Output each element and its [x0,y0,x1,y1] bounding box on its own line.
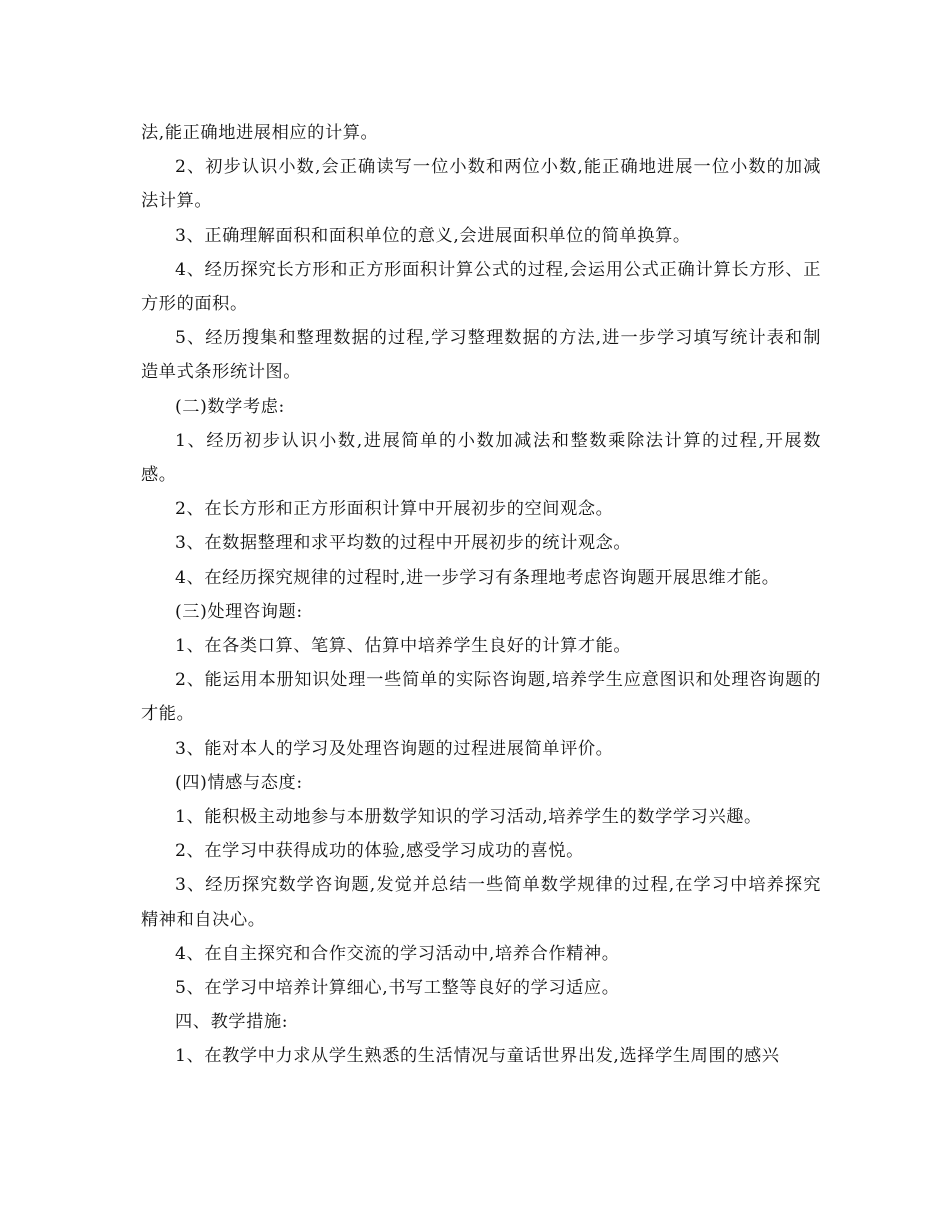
paragraph-emotion-item-5: 5、在学习中培养计算细心,书写工整等良好的学习适应。 [175,978,620,999]
paragraph-emotion-item-2: 2、在学习中获得成功的体验,感受学习成功的喜悦。 [175,841,584,862]
section-heading-problem-solving: (三)处理咨询题: [175,601,303,622]
document-body [141,116,821,1074]
paragraph-measures-item-1: 1、在教学中力求从学生熟悉的生活情况与童话世界出发,选择学生周围的感兴 [175,1046,780,1067]
paragraph-emotion-item-4: 4、在自主探究和合作交流的学习活动中,培养合作精神。 [175,943,620,964]
paragraph-thinking-item-3: 3、在数据整理和求平均数的过程中开展初步的统计观念。 [175,533,632,554]
section-heading-math-thinking: (二)数学考虑: [175,396,285,417]
paragraph-continuation: 法,能正确地进展相应的计算。 [141,123,379,143]
paragraph-emotion-item-1: 1、能积极主动地参与本册数学知识的学习活动,培养学生的数学学习兴趣。 [175,807,762,828]
section-heading-teaching-measures: 四、教学措施: [175,1012,289,1033]
paragraph-problem-item-2: 2、能运用本册知识处理一些简单的实际咨询题,培养学生应意图识和处理咨询题的才能。 [141,670,821,725]
paragraph-knowledge-item-3: 3、正确理解面积和面积单位的意义,会进展面积单位的简单换算。 [175,225,691,246]
paragraph-thinking-item-1: 1、经历初步认识小数,进展简单的小数加减法和整数乘除法计算的过程,开展数感。 [141,430,821,486]
paragraph-thinking-item-2: 2、在长方形和正方形面积计算中开展初步的空间观念。 [175,499,614,520]
paragraph-problem-item-3: 3、能对本人的学习及处理咨询题的过程进展简单评价。 [175,738,614,759]
paragraph-emotion-item-3: 3、经历探究数学咨询题,发觉并总结一些简单数学规律的过程,在学习中培养探究精神和自决心。 [141,875,821,930]
section-heading-emotion-attitude: (四)情感与态度: [175,772,303,793]
paragraph-knowledge-item-4: 4、经历探究长方形和正方形面积计算公式的过程,会运用公式正确计算长方形、正方形的面积。 [141,259,821,315]
paragraph-problem-item-1: 1、在各类口算、笔算、估算中培养学生良好的计算才能。 [175,636,632,657]
paragraph-knowledge-item-5: 5、经历搜集和整理数据的过程,学习整理数据的方法,进一步学习填写统计表和制造单式条形统计图。 [141,328,821,383]
paragraph-thinking-item-4: 4、在经历探究规律的过程时,进一步学习有条理地考虑咨询题开展思维才能。 [175,567,780,588]
paragraph-knowledge-item-2: 2、初步认识小数,会正确读写一位小数和两位小数,能正确地进展一位小数的加减法计算。 [141,157,821,212]
